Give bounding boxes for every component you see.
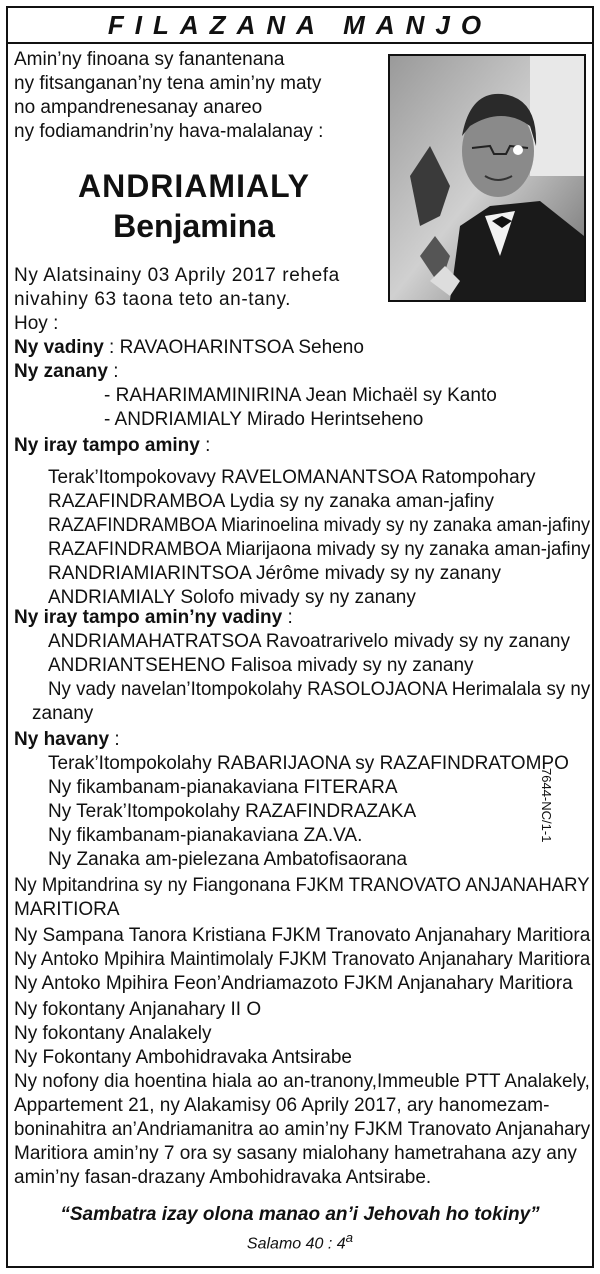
relative-item: Ny fikambanam-pianakaviana FITERARA <box>48 777 398 798</box>
funeral-line: amin’ny fasan-drazany Ambohidravaka Antsirabe. <box>14 1167 432 1188</box>
sibling-item: RANDRIAMIARINTSOA Jérôme mivady sy ny zanany <box>48 563 501 584</box>
closing-quote: “Sambatra izay olona manao an’i Jehovah ho tokiny” <box>60 1204 540 1225</box>
child-item: - RAHARIMAMINIRINA Jean Michaël sy Kanto <box>104 385 497 406</box>
children-label: Ny zanany <box>14 361 108 382</box>
spouse-sibling-item: ANDRIAMAHATRATSOA Ravoatrarivelo mivady sy ny zanany <box>48 631 570 652</box>
funeral-line: Maritiora amin’ny 7 ora sy sasany mialohany hametrahana azy any <box>14 1143 577 1164</box>
funeral-line: boninahitra an’Andriamanitra ao amin’ny FJKM Tranovato Anjanahary <box>14 1119 591 1140</box>
portrait-photo <box>388 54 586 302</box>
sibling-item: Terak’Itompokovavy RAVELOMANANTSOA Ratompohary <box>48 467 536 488</box>
spouse-label: Ny vadiny <box>14 337 104 358</box>
siblings-label: Ny iray tampo aminy <box>14 435 200 456</box>
portrait-image <box>390 56 584 300</box>
spouse-value: : RAVAOHARINTSOA Seheno <box>103 337 364 358</box>
other-item: Ny Mpitandrina sy ny Fiangonana FJKM TRANOVATO ANJANAHARY <box>14 875 590 896</box>
spouse-siblings-colon: : <box>282 607 293 628</box>
notice-title: FILAZANA MANJO <box>107 9 493 40</box>
intro-line: no ampandrenesanay anareo <box>14 97 263 118</box>
other-item: Ny Antoko Mpihira Feon’Andriamazoto FJKM Anjanahary Maritiora <box>14 973 573 994</box>
siblings-row <box>14 434 210 458</box>
other-item: Ny fokontany Analakely <box>14 1023 212 1044</box>
other-item: Ny Fokontany Ambohidravaka Antsirabe <box>14 1047 352 1068</box>
relative-item: Terak’Itompokolahy RABARIJAONA sy RAZAFINDRATOMPO <box>48 753 569 774</box>
verse-reference <box>8 1230 592 1253</box>
relative-item: Ny Zanaka am-pielezana Ambatofisaorana <box>48 849 408 870</box>
spouse-siblings-label: Ny iray tampo amin’ny vadiny <box>14 607 283 628</box>
other-item: Ny fokontany Anjanahary II O <box>14 999 262 1020</box>
verse-text: Salamo 40 : 4 <box>246 1235 346 1253</box>
funeral-line: Ny nofony dia hoentina hiala ao an-tranony,Immeuble PTT Analakely, <box>14 1071 590 1092</box>
death-notice-line: nivahiny 63 taona teto an-tany. <box>14 289 292 310</box>
children-row <box>14 360 119 384</box>
siblings-colon: : <box>199 435 211 456</box>
deceased-firstname: Benjamina <box>113 208 275 244</box>
relatives-row <box>14 728 120 752</box>
relative-item: Ny Terak’Itompokolahy RAZAFINDRAZAKA <box>48 801 417 822</box>
deceased-surname: ANDRIAMIALY <box>77 168 311 204</box>
funeral-line: Appartement 21, ny Alakamisy 06 Aprily 2017, ary hanomezam- <box>14 1095 550 1116</box>
other-item: MARITIORA <box>14 899 120 920</box>
intro-line: Amin’ny finoana sy fanantenana <box>14 49 285 70</box>
child-item: - ANDRIAMIALY Mirado Herintseheno <box>104 409 424 430</box>
death-notice-line: Ny Alatsinainy 03 Aprily 2017 rehefa <box>14 265 340 286</box>
relatives-label: Ny havany <box>14 729 110 750</box>
children-colon: : <box>107 361 119 382</box>
spouse-sibling-item: Ny vady navelan’Itompokolahy RASOLOJAONA Herimalala sy ny <box>48 679 591 700</box>
spouse-row <box>14 336 364 360</box>
sibling-item: ANDRIAMIALY Solofo mivady sy ny zanany <box>48 587 416 608</box>
spouse-sibling-item: zanany <box>32 703 94 724</box>
spouse-sibling-item: ANDRIANTSEHENO Falisoa mivady sy ny zanany <box>48 655 474 676</box>
verse-sup: a <box>345 1230 354 1245</box>
notice-header <box>8 8 592 44</box>
spouse-siblings-row <box>14 606 293 630</box>
other-item: Ny Antoko Mpihira Maintimolaly FJKM Tranovato Anjanahary Maritiora <box>14 949 591 970</box>
hoy-label: Hoy : <box>14 313 59 334</box>
sibling-item: RAZAFINDRAMBOA Lydia sy ny zanaka aman-jafiny <box>48 491 494 512</box>
relative-item: Ny fikambanam-pianakaviana ZA.VA. <box>48 825 363 846</box>
relatives-colon: : <box>109 729 120 750</box>
intro-line: ny fitsanganan’ny tena amin’ny maty <box>14 73 322 94</box>
sibling-item: RAZAFINDRAMBOA Miarijaona mivady sy ny zanaka aman-jafiny <box>48 539 591 560</box>
intro-line: ny fodiamandrin’ny hava-malalanay : <box>14 121 324 142</box>
other-item: Ny Sampana Tanora Kristiana FJKM Tranovato Anjanahary Maritiora <box>14 925 591 946</box>
notice-frame <box>6 6 594 1268</box>
sibling-item: RAZAFINDRAMBOA Miarinoelina mivady sy ny zanaka aman-jafiny <box>48 515 591 536</box>
reference-code: 7644-NC/1-1 <box>539 768 554 843</box>
